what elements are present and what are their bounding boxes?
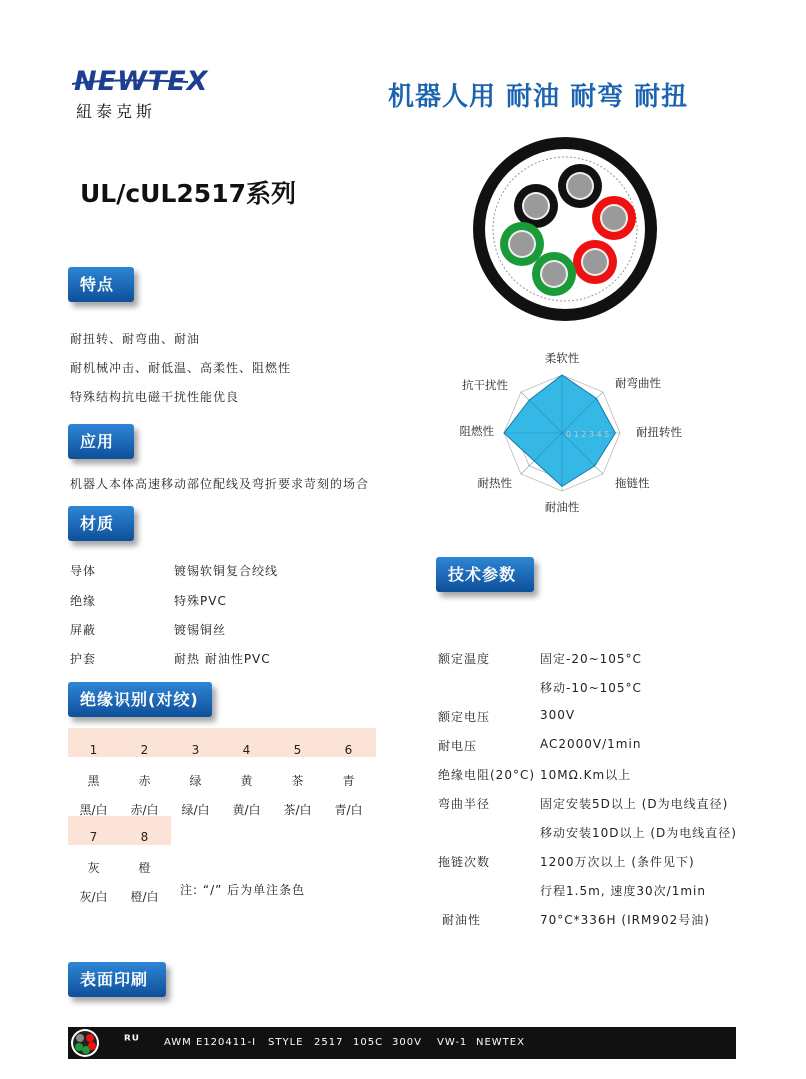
tech-param-value: AC2000V/1min (540, 737, 642, 751)
insulation-number: 2 (140, 743, 149, 757)
tech-param-label: 额定温度 (438, 652, 491, 666)
application-text: 机器人本体高速移动部位配线及弯折要求苛刻的场合 (70, 477, 370, 491)
feature-item: 特殊结构抗电磁干扰性能优良 (70, 390, 240, 404)
insulation-stripe: 橙/白 (130, 890, 159, 904)
material-value: 镀锡铜丝 (174, 623, 227, 637)
insulation-number: 8 (140, 830, 149, 844)
insulation-stripe: 茶/白 (283, 803, 312, 817)
insulation-stripe: 灰/白 (79, 890, 108, 904)
tech-params-table (438, 0, 758, 1079)
insulation-stripe: 黑/白 (79, 803, 108, 817)
tech-param-value: 行程1.5m, 速度30次/1min (540, 884, 706, 898)
brand-logo: NEWTEX (74, 66, 209, 97)
surface-print-item: VW-1 (437, 1037, 468, 1048)
insulation-stripe: 黄/白 (232, 803, 261, 817)
tech-param-value: 1200万次以上 (条件见下) (540, 855, 695, 869)
tech-param-value: 移动-10~105°C (540, 681, 642, 695)
insulation-color: 黄 (240, 774, 253, 788)
surface-print-item: STYLE (268, 1037, 304, 1048)
radar-axis-label: 抗干扰性 (462, 378, 508, 392)
section-material: 材质 (68, 506, 134, 541)
radar-axis-label: 拖链性 (615, 476, 650, 490)
insulation-color: 赤 (138, 774, 151, 788)
radar-axis-label: 耐油性 (544, 500, 580, 514)
feature-item: 耐扭转、耐弯曲、耐油 (70, 332, 201, 346)
section-insulation-id: 绝缘识别(对绞) (68, 682, 212, 717)
feature-item: 耐机械冲击、耐低温、高柔性、阻燃性 (70, 361, 292, 375)
series-title: UL/cUL2517系列 (80, 179, 296, 208)
surface-print-item: E120411-I (196, 1037, 257, 1048)
tech-param-value: 10MΩ.Km以上 (540, 768, 632, 782)
insulation-number: 7 (89, 830, 98, 844)
insulation-stripe: 青/白 (334, 803, 363, 817)
insulation-number: 1 (89, 743, 98, 757)
tech-param-label: 耐油性 (442, 913, 482, 927)
surface-print-item: 300V (392, 1037, 422, 1048)
insulation-color: 茶 (291, 774, 304, 788)
material-value: 特殊PVC (174, 594, 227, 608)
radar-axis-label: 耐弯曲性 (615, 376, 661, 390)
material-label: 护套 (70, 652, 97, 666)
tech-param-value: 固定-20~105°C (540, 652, 642, 666)
tech-param-value: 移动安装10D以上 (D为电线直径) (540, 826, 737, 840)
material-label: 屏蔽 (70, 623, 97, 637)
ul-mark-icon: ᴿᵁ (124, 1033, 140, 1049)
material-value: 耐热 耐油性PVC (174, 652, 271, 666)
insulation-note: 注: “/” 后为单注条色 (180, 883, 306, 897)
tech-param-label: 额定电压 (438, 710, 491, 724)
material-label: 导体 (70, 564, 97, 578)
insulation-stripe: 赤/白 (130, 803, 159, 817)
section-surface-print: 表面印刷 (68, 962, 166, 997)
insulation-table (68, 0, 388, 1079)
surface-print-item: 2517 (314, 1037, 344, 1048)
radar-scale-watermark: 0 1 2 3 4 5 (566, 430, 610, 439)
tech-param-label: 拖链次数 (438, 855, 491, 869)
slogan: 机器人用 耐油 耐弯 耐扭 (388, 82, 689, 112)
tech-param-value: 固定安装5D以上 (D为电线直径) (540, 797, 729, 811)
tech-param-value: 70°C*336H (IRM902号油) (540, 913, 710, 927)
radar-axis-label: 耐热性 (477, 476, 512, 490)
radar-axis-label: 阻燃性 (459, 424, 494, 438)
tech-param-label: 绝缘电阻(20°C) (438, 768, 536, 782)
radar-axis-label: 柔软性 (544, 351, 580, 365)
material-value: 镀锡软铜复合绞线 (174, 564, 279, 578)
insulation-stripe: 绿/白 (181, 803, 210, 817)
insulation-number: 3 (191, 743, 200, 757)
tech-param-label: 耐电压 (438, 739, 478, 753)
insulation-color: 绿 (189, 774, 202, 788)
brand-name-cn: 紐泰克斯 (76, 102, 157, 121)
insulation-number: 4 (242, 743, 251, 757)
insulation-color: 黑 (87, 774, 100, 788)
cable-mini-icon (70, 1028, 100, 1058)
section-application: 应用 (68, 424, 134, 459)
insulation-color: 青 (342, 774, 355, 788)
surface-print-item: NEWTEX (476, 1037, 525, 1048)
section-features: 特点 (68, 267, 134, 302)
surface-print-item: AWM (164, 1037, 192, 1048)
section-tech-params: 技术参数 (436, 557, 534, 592)
surface-print-item: 105C (353, 1037, 384, 1048)
radar-axis-label: 耐扭转性 (636, 425, 682, 439)
tech-param-value: 300V (540, 708, 576, 722)
insulation-color: 橙 (138, 861, 151, 875)
insulation-number: 6 (344, 743, 353, 757)
insulation-number: 5 (293, 743, 302, 757)
tech-param-label: 弯曲半径 (438, 797, 491, 811)
surface-print-bar (68, 1027, 736, 1059)
insulation-color: 灰 (87, 861, 100, 875)
material-label: 绝缘 (70, 594, 97, 608)
